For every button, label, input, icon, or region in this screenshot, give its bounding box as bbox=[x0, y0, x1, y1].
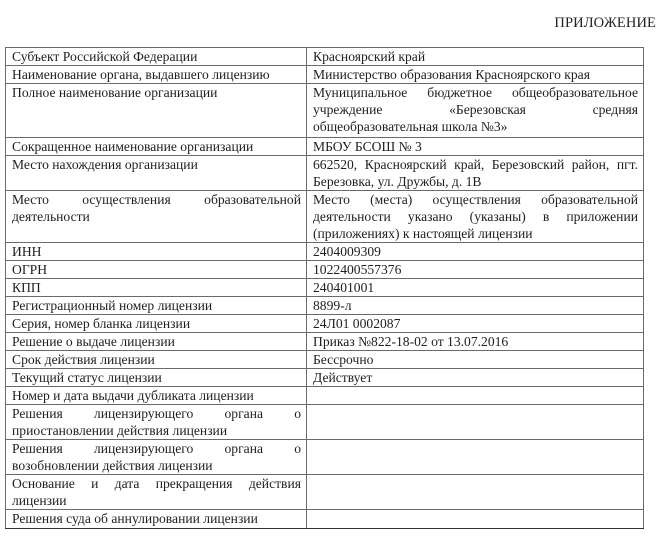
value-cell bbox=[307, 261, 644, 279]
value-cell bbox=[307, 66, 644, 84]
table-row-blank-series bbox=[6, 315, 644, 333]
row-label: Решение о выдаче лицензии bbox=[12, 334, 175, 349]
value-cell bbox=[307, 475, 644, 510]
row-label: ОГРН bbox=[12, 262, 48, 277]
row-label: Текущий статус лицензии bbox=[12, 370, 162, 385]
row-value: Приказ №822-18-02 от 13.07.2016 bbox=[313, 334, 509, 349]
row-value: Муниципальное бюджетное общеобразовательное учреждение «Березовская средняя общеобразовательная школа №3» bbox=[313, 85, 638, 134]
row-label: Основание и дата прекращения действия лицензии bbox=[12, 476, 301, 508]
row-label: Наименование органа, выдавшего лицензию bbox=[12, 67, 270, 82]
table-row-resumption bbox=[6, 440, 644, 475]
label-cell bbox=[6, 48, 307, 66]
value-cell bbox=[307, 333, 644, 351]
value-cell bbox=[307, 279, 644, 297]
row-label: Решения лицензирующего органа о возобновлении действия лицензии bbox=[12, 441, 301, 473]
label-cell bbox=[6, 191, 307, 243]
row-label: Срок действия лицензии bbox=[12, 352, 155, 367]
row-label: Место нахождения организации bbox=[12, 157, 198, 172]
label-cell bbox=[6, 333, 307, 351]
row-value: 662520, Красноярский край, Березовский район, пгт. Березовка, ул. Дружбы, д. 1В bbox=[313, 157, 638, 189]
table-row-inn bbox=[6, 243, 644, 261]
label-cell bbox=[6, 156, 307, 191]
row-label: Серия, номер бланка лицензии bbox=[12, 316, 191, 331]
value-cell bbox=[307, 243, 644, 261]
value-cell bbox=[307, 387, 644, 405]
row-value: МБОУ БСОШ № 3 bbox=[313, 139, 422, 154]
license-table-body bbox=[6, 48, 644, 529]
table-row-duplicate bbox=[6, 387, 644, 405]
row-label: ИНН bbox=[12, 244, 42, 259]
label-cell bbox=[6, 351, 307, 369]
label-cell bbox=[6, 66, 307, 84]
row-label: Решения суда об аннулировании лицензии bbox=[12, 511, 258, 526]
row-label: Место осуществления образовательной деятельности bbox=[12, 192, 301, 224]
row-value: Действует bbox=[313, 370, 373, 385]
value-cell bbox=[307, 510, 644, 529]
label-cell bbox=[6, 387, 307, 405]
table-row-validity-term bbox=[6, 351, 644, 369]
table-row-issue-decision bbox=[6, 333, 644, 351]
table-row-current-status bbox=[6, 369, 644, 387]
row-value: 2404009309 bbox=[313, 244, 381, 259]
label-cell bbox=[6, 138, 307, 156]
label-cell bbox=[6, 279, 307, 297]
row-value: 240401001 bbox=[313, 280, 375, 295]
label-cell bbox=[6, 475, 307, 510]
value-cell bbox=[307, 84, 644, 138]
value-cell bbox=[307, 48, 644, 66]
row-value: 24Л01 0002087 bbox=[313, 316, 401, 331]
table-row-issuing-authority bbox=[6, 66, 644, 84]
value-cell bbox=[307, 440, 644, 475]
row-label: Решения лицензирующего органа о приостановлении действия лицензии bbox=[12, 406, 301, 438]
table-row-full-name bbox=[6, 84, 644, 138]
row-label: Сокращенное наименование организации bbox=[12, 139, 254, 154]
row-value: Министерство образования Красноярского края bbox=[313, 67, 590, 82]
label-cell bbox=[6, 261, 307, 279]
row-label: Регистрационный номер лицензии bbox=[12, 298, 213, 313]
row-label: Номер и дата выдачи дубликата лицензии bbox=[12, 388, 254, 403]
value-cell bbox=[307, 369, 644, 387]
table-row-termination bbox=[6, 475, 644, 510]
label-cell bbox=[6, 369, 307, 387]
label-cell bbox=[6, 297, 307, 315]
table-row-suspension bbox=[6, 405, 644, 440]
row-value: 8899-л bbox=[313, 298, 352, 313]
appendix-title: ПРИЛОЖЕНИЕ bbox=[554, 15, 656, 31]
license-info-table bbox=[5, 47, 644, 529]
label-cell bbox=[6, 510, 307, 529]
table-row-location bbox=[6, 156, 644, 191]
table-row-kpp bbox=[6, 279, 644, 297]
row-value: Красноярский край bbox=[313, 49, 426, 64]
row-label: Субъект Российской Федерации bbox=[12, 49, 198, 64]
value-cell bbox=[307, 156, 644, 191]
label-cell bbox=[6, 440, 307, 475]
table-row-short-name bbox=[6, 138, 644, 156]
row-label: КПП bbox=[12, 280, 41, 295]
table-row-court-annulment bbox=[6, 510, 644, 529]
label-cell bbox=[6, 405, 307, 440]
value-cell bbox=[307, 351, 644, 369]
table-row-activity-place bbox=[6, 191, 644, 243]
label-cell bbox=[6, 84, 307, 138]
row-value: Бессрочно bbox=[313, 352, 374, 367]
value-cell bbox=[307, 138, 644, 156]
value-cell bbox=[307, 315, 644, 333]
row-value: 1022400557376 bbox=[313, 262, 402, 277]
table-row-subject bbox=[6, 48, 644, 66]
row-label: Полное наименование организации bbox=[12, 85, 218, 100]
label-cell bbox=[6, 315, 307, 333]
value-cell bbox=[307, 191, 644, 243]
value-cell bbox=[307, 405, 644, 440]
label-cell bbox=[6, 243, 307, 261]
value-cell bbox=[307, 297, 644, 315]
table-row-registration-number bbox=[6, 297, 644, 315]
row-value: Место (места) осуществления образовательной деятельности указано (указаны) в приложении (приложениях) к настоящей лицензии bbox=[313, 192, 638, 241]
table-row-ogrn bbox=[6, 261, 644, 279]
